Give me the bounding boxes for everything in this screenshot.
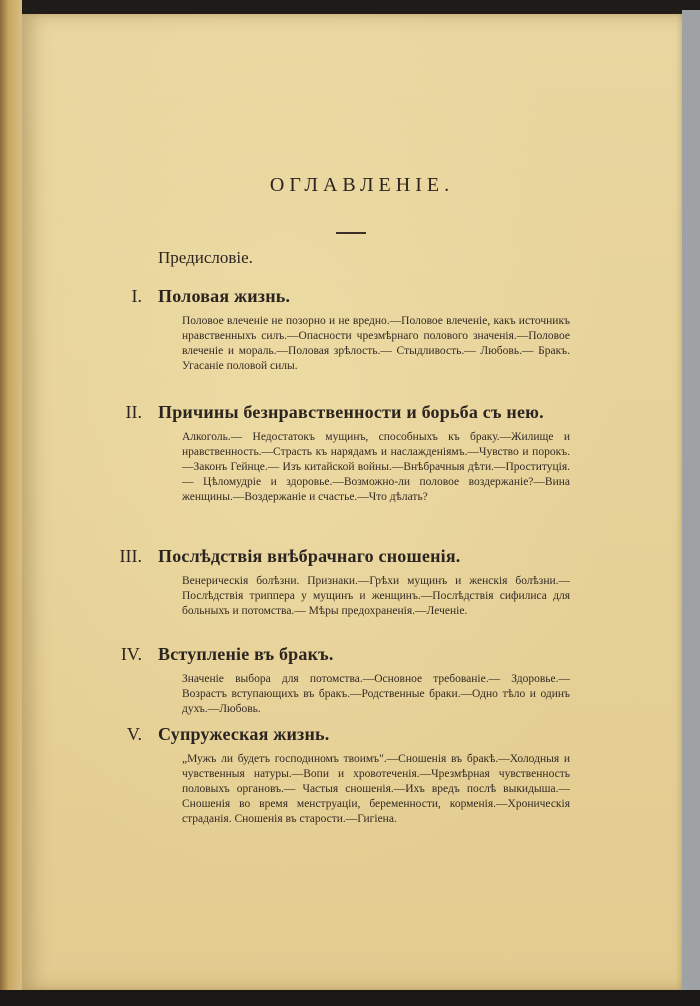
- heading-rule: [336, 232, 366, 234]
- chapter-number: II.: [125, 402, 142, 422]
- chapter-summary: Значеніе выбора для потомства.—Основное требованіе.— Здоровье.—Возрастъ вступающихъ въ бракъ.—Родственные браки.—Одно тѣло и одинъ духъ.—Любовь.: [182, 673, 570, 715]
- chapter-summary: Венерическія болѣзни. Признаки.—Грѣхи мущинъ и женскія болѣзни.—Послѣдствія триппера у мущинъ и женщинъ.—Послѣдствія сифилиса для больныхъ и потомства.— Мѣры предохраненія.—Леченіе.: [182, 575, 570, 617]
- chapter-number: I.: [131, 286, 142, 306]
- scan-right-border: [682, 10, 700, 1000]
- chapter-title: Половая жизнь.: [158, 286, 291, 306]
- chapter-title: Вступленіе въ бракъ.: [158, 644, 334, 664]
- page-heading: ОГЛАВЛЕНІЕ.: [269, 174, 455, 196]
- chapter-number: III.: [119, 546, 142, 566]
- preface-entry: Предисловіе.: [158, 248, 253, 267]
- scan-bottom-border: [0, 990, 700, 1006]
- chapter-title: Причины безнравственности и борьба съ нею.: [158, 402, 544, 422]
- chapter-title: Послѣдствія внѣбрачнаго сношенія.: [158, 546, 461, 566]
- book-page: [22, 14, 682, 990]
- chapter-number: IV.: [120, 644, 142, 664]
- chapter-summary: Алкоголь.— Недостатокъ мущинъ, способныхъ къ браку.—Жилище и нравственность.—Страсть къ нарядамъ и наслажденіямъ.—Чувство и порокъ.—Законъ Гейнце.— Изъ китайской войны.—Внѣбрачныя дѣти.—Проституція.— Цѣломудріе и здоровье.—Возможно-ли половое воздержаніе?—Вина женщины.—Воздержаніе и счастье.—Что дѣлать?: [182, 431, 570, 503]
- chapter-title: Супружеская жизнь.: [158, 724, 330, 744]
- book-binding-edge: [0, 0, 22, 1006]
- chapter-summary: Половое влеченіе не позорно и не вредно.—Половое влеченіе, какъ источникъ нравственныхъ силъ.—Опасности чрезмѣрнаго полового значенія.—Половое влеченіе и мораль.—Половая зрѣлость.— Стыдливость.— Любовь.— Бракъ. Угасаніе половой силы.: [182, 315, 570, 372]
- chapter-summary: „Мужъ ли будетъ господиномъ твоимъ".—Сношенія въ бракѣ.—Холодныя и чувственныя натуры.—Вопи и хровотеченія.—Чрезмѣрная чувственность половыхъ органовъ.— Частыя сношенія.—Ихъ вредъ послѣ выкидыша.—Сношенія во время менструаціи, беременности, корменія.—Хроническія страданія. Сношенія въ старости.—Гигіена.: [182, 753, 570, 825]
- chapter-number: V.: [126, 724, 142, 744]
